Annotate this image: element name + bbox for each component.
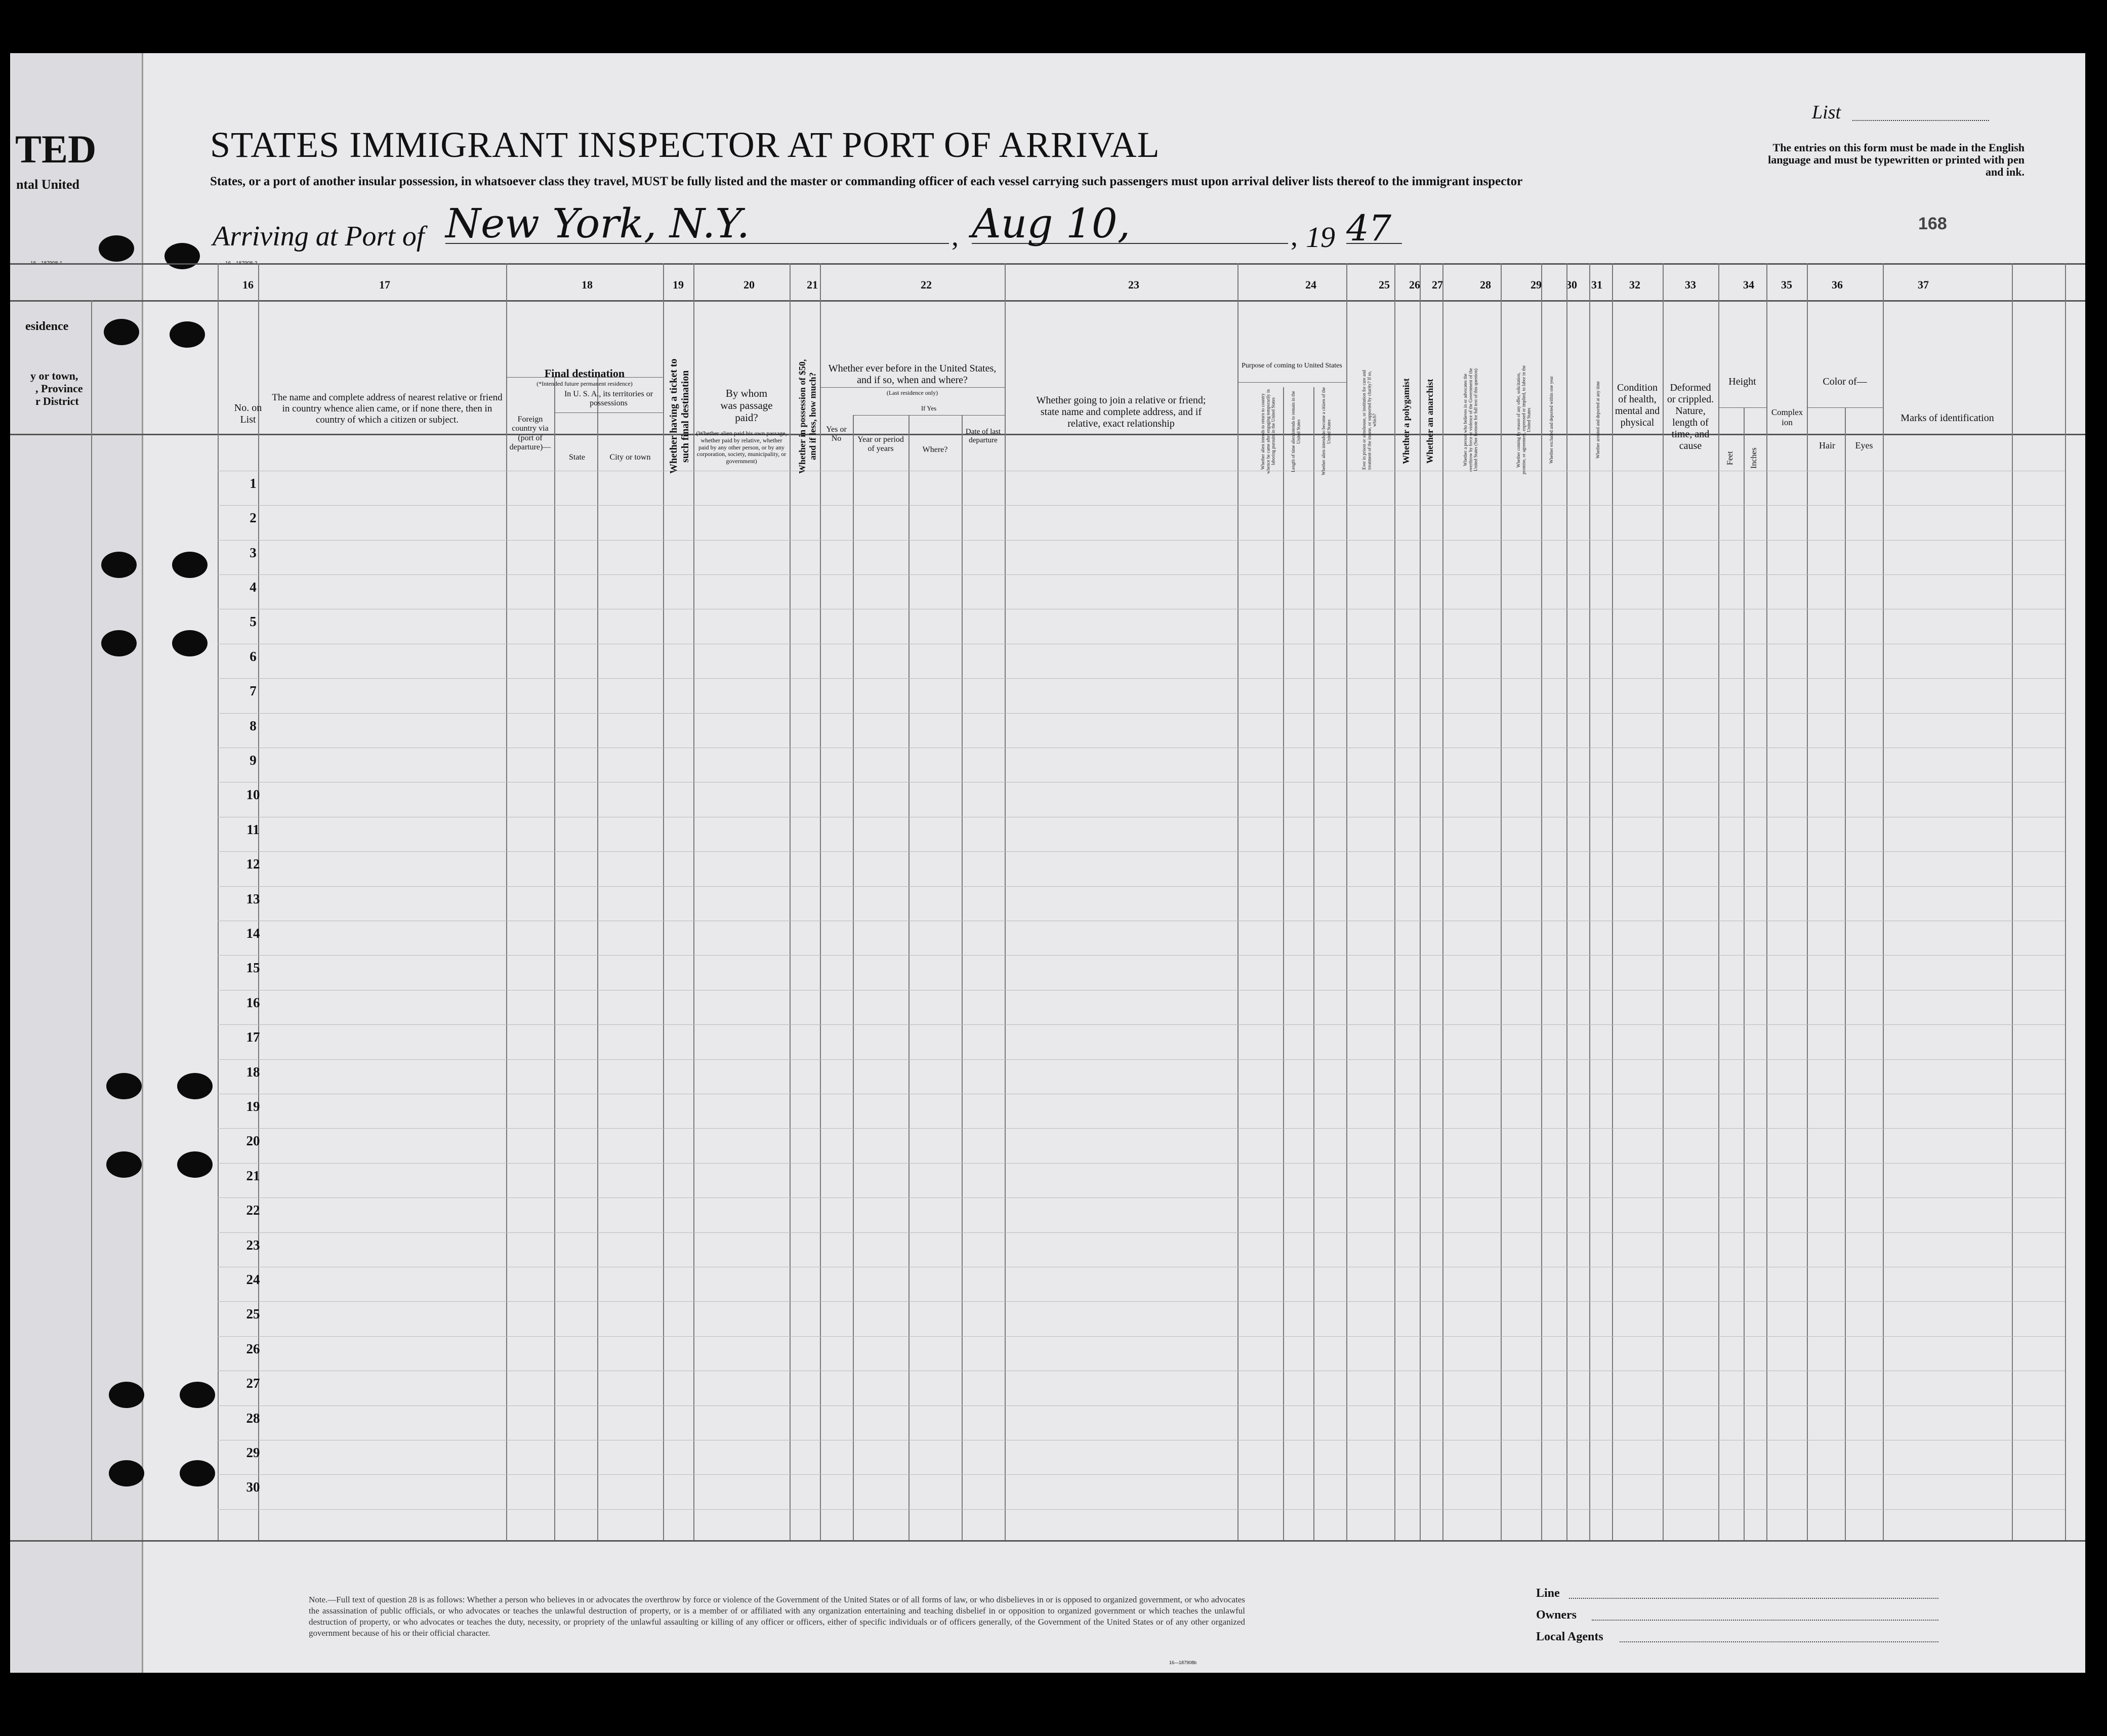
col-num-23: 23 xyxy=(1128,278,1139,291)
col-22-where: Where? xyxy=(922,445,948,454)
column-divider xyxy=(1766,263,1767,1540)
punch-hole xyxy=(106,1151,142,1178)
header-rule xyxy=(10,263,2085,265)
row-line xyxy=(218,505,2065,506)
comma-separator: , xyxy=(952,221,959,252)
row-line xyxy=(218,678,2065,679)
row-line xyxy=(218,1301,2065,1302)
punch-hole xyxy=(177,1151,213,1178)
left-province: , Province xyxy=(35,382,83,395)
row-number: 6 xyxy=(250,649,257,664)
year-prefix: 19 xyxy=(1306,221,1335,254)
col-22-date: Date of last departure xyxy=(965,428,1001,445)
row-number: 12 xyxy=(246,856,260,872)
col-37-header: Marks of identification xyxy=(1901,412,1994,424)
left-page-fold xyxy=(10,53,143,1673)
col-num-24: 24 xyxy=(1305,278,1316,291)
row-number: 23 xyxy=(246,1237,260,1253)
punch-hole xyxy=(109,1382,144,1408)
row-line xyxy=(218,1128,2065,1129)
col-num-33: 33 xyxy=(1685,278,1696,291)
english-language-notice: The entries on this form must be made in the English language and must be typewritten or printed with pen and ink. xyxy=(1768,141,2025,179)
row-number: 30 xyxy=(246,1479,260,1495)
row-number: 3 xyxy=(250,545,257,560)
row-number: 27 xyxy=(246,1376,260,1391)
column-divider xyxy=(853,415,854,1540)
row-number: 8 xyxy=(250,718,257,733)
list-number-line xyxy=(1852,120,1989,121)
row-line xyxy=(218,1232,2065,1233)
col-16-header: No. on List xyxy=(234,402,262,425)
row-line xyxy=(218,886,2065,887)
page-number: 168 xyxy=(1918,214,1947,233)
row-line xyxy=(218,540,2065,541)
line-label: Line xyxy=(1536,1587,1560,1600)
row-number: 21 xyxy=(246,1168,260,1183)
row-number: 28 xyxy=(246,1411,260,1426)
row-line xyxy=(218,1024,2065,1025)
column-divider xyxy=(218,263,219,1540)
col-num-19: 19 xyxy=(673,278,684,291)
column-divider xyxy=(1501,263,1502,1540)
col-num-29: 29 xyxy=(1531,278,1542,291)
col-num-21: 21 xyxy=(807,278,818,291)
table-bottom-rule xyxy=(10,1540,2085,1542)
col-22-header: Whether ever before in the United States, and if so, when and where? xyxy=(828,363,997,386)
col-36-eyes: Eyes xyxy=(1855,440,1873,450)
col-26-header: Whether a polygamist xyxy=(1401,378,1411,465)
punch-hole xyxy=(101,552,137,578)
row-number: 29 xyxy=(246,1445,260,1460)
col-24-return-intent: Whether alien intends to return to country whence he came after engaging temporarily in laboring pursuits in the United States xyxy=(1260,389,1276,474)
column-divider xyxy=(1420,263,1421,1540)
row-line xyxy=(218,1474,2065,1475)
local-agents-field[interactable] xyxy=(1620,1641,1938,1642)
col-19-header: Whether having a ticket to such final destination xyxy=(668,358,691,474)
row-number: 11 xyxy=(246,822,260,837)
col-28-header: Whether a person who believes in or advocates the overthrow by force or violence of the Government of the United States (See footnote for full text of this question) xyxy=(1463,368,1478,472)
col-num-36: 36 xyxy=(1832,278,1843,291)
left-form-code: 16—187908-1 xyxy=(30,261,63,266)
column-divider xyxy=(1346,263,1347,1540)
header-split xyxy=(1807,407,1883,408)
punch-hole xyxy=(170,321,205,348)
column-divider xyxy=(506,263,507,1540)
row-line xyxy=(218,851,2065,852)
left-partial-title: TED xyxy=(15,127,97,171)
row-number: 17 xyxy=(246,1029,260,1045)
form-title: STATES IMMIGRANT INSPECTOR AT PORT OF ARRIVAL xyxy=(210,125,1160,165)
col-24-header: Purpose of coming to United States xyxy=(1242,362,1342,369)
column-divider xyxy=(597,377,598,1540)
row-number: 2 xyxy=(250,510,257,525)
row-number: 15 xyxy=(246,960,260,975)
row-line xyxy=(218,713,2065,714)
col-27-header: Whether an anarchist xyxy=(1425,379,1435,464)
row-number: 10 xyxy=(246,787,260,802)
header-split xyxy=(853,415,1005,416)
col-num-18: 18 xyxy=(582,278,593,291)
port-of-arrival-field[interactable]: New York, N.Y. xyxy=(445,200,949,244)
mid-form-code: 16—187908-2 xyxy=(225,261,258,266)
row-number: 22 xyxy=(246,1203,260,1218)
col-21-header: Whether in possession of $50, and if less, how much? xyxy=(797,359,818,474)
column-divider xyxy=(1663,263,1664,1540)
row-number: 18 xyxy=(246,1064,260,1080)
col-num-28: 28 xyxy=(1480,278,1491,291)
form-subtitle: States, or a port of another insular possession, in whatsoever class they travel, MUST be fully listed and the master or commanding officer of each vessel carrying such passengers must upon arrival deliver lists thereof to the immigrant inspector xyxy=(210,175,1523,188)
column-divider xyxy=(693,263,694,1540)
col-num-22: 22 xyxy=(921,278,932,291)
line-field[interactable] xyxy=(1569,1598,1938,1599)
col-num-34: 34 xyxy=(1743,278,1754,291)
column-divider xyxy=(1566,263,1567,1540)
punch-hole xyxy=(177,1073,213,1099)
list-label: List xyxy=(1812,102,1841,123)
row-number: 9 xyxy=(250,753,257,768)
column-divider xyxy=(1883,263,1884,1540)
col-num-25: 25 xyxy=(1379,278,1390,291)
column-divider xyxy=(1005,263,1006,1540)
column-divider xyxy=(1394,263,1395,1540)
row-number: 24 xyxy=(246,1272,260,1287)
comma-separator: , xyxy=(1291,221,1298,252)
col-num-37: 37 xyxy=(1918,278,1929,291)
column-divider xyxy=(908,415,910,1540)
col-31-header: Whether arrested and deported at any time xyxy=(1595,381,1600,459)
column-divider xyxy=(554,377,555,1540)
col-34-inches: Inches xyxy=(1750,447,1758,469)
column-divider xyxy=(820,263,821,1540)
row-line xyxy=(218,955,2065,956)
column-divider xyxy=(91,300,92,1540)
header-split xyxy=(820,387,1005,388)
arrival-year-field[interactable]: 47 xyxy=(1346,208,1402,244)
column-divider xyxy=(1237,263,1238,1540)
column-divider xyxy=(663,263,664,1540)
row-number: 1 xyxy=(250,476,257,491)
col-18-state: State xyxy=(569,453,585,462)
header-split xyxy=(1718,407,1766,408)
column-divider xyxy=(1283,387,1284,1540)
col-24-citizen-intent: Whether alien intends to become a citizen of the United States xyxy=(1321,387,1332,476)
punch-hole xyxy=(104,319,139,345)
col-18-usa: In U. S. A., its territories or possessions xyxy=(564,390,653,408)
column-divider xyxy=(1442,263,1443,1540)
punch-hole xyxy=(106,1073,142,1099)
row-number: 19 xyxy=(246,1099,260,1114)
column-divider xyxy=(1541,263,1542,1540)
column-divider xyxy=(2012,263,2013,1540)
col-25-header: Ever in prison or almshouse, or institution for care and treatment of the insane, or supported by charity? If so, which? xyxy=(1361,370,1377,470)
punch-hole xyxy=(164,243,200,269)
col-num-31: 31 xyxy=(1591,278,1602,291)
row-line xyxy=(218,1336,2065,1337)
header-split xyxy=(554,412,663,413)
row-line xyxy=(218,574,2065,575)
row-number: 25 xyxy=(246,1306,260,1321)
col-20-subheader: (Whether alien paid his own passage, whether paid by relative, whether paid by any other person, or by any corporation, society, municipality, or government) xyxy=(696,430,787,465)
col-18-foreign-country: Foreign country via (port of departure)— xyxy=(509,415,551,452)
row-line xyxy=(218,1163,2065,1164)
punch-hole xyxy=(172,630,208,656)
column-number-rule xyxy=(10,300,2085,302)
col-num-17: 17 xyxy=(379,278,390,291)
row-number: 20 xyxy=(246,1133,260,1148)
col-24-length-of-stay: Length of time alien intends to remain in the United States xyxy=(1291,391,1301,472)
punch-hole xyxy=(180,1460,215,1486)
punch-hole xyxy=(172,552,208,578)
col-num-27: 27 xyxy=(1432,278,1443,291)
left-city-town: y or town, xyxy=(30,369,78,382)
column-divider xyxy=(1807,263,1808,1540)
col-18-city: City or town xyxy=(609,453,651,462)
col-32-header: Condition of health, mental and physical xyxy=(1615,382,1660,428)
column-divider xyxy=(1313,387,1314,1540)
col-35-header: Complexion xyxy=(1771,407,1803,427)
col-22-yes-no: Yes or No xyxy=(826,425,847,443)
punch-hole xyxy=(99,235,134,262)
column-divider xyxy=(962,415,963,1540)
footer-form-code: 16—187908b xyxy=(1169,1660,1197,1665)
col-22-if-yes: If Yes xyxy=(921,404,937,412)
col-34-feet: Feet xyxy=(1726,451,1734,465)
column-divider xyxy=(790,263,791,1540)
column-divider xyxy=(1612,263,1613,1540)
col-17-header: The name and complete address of nearest relative or friend in country whence alien came, or if none there, then in country of which a citizen or subject. xyxy=(272,392,503,425)
punch-hole xyxy=(101,630,137,656)
col-num-20: 20 xyxy=(743,278,755,291)
row-number: 14 xyxy=(246,926,260,941)
col-22-years: Year or period of years xyxy=(857,435,904,453)
col-20-header: By whom was passage paid? xyxy=(720,387,773,424)
col-33-header: Deformed or crippled. Nature, length of time, and cause xyxy=(1667,382,1714,451)
column-divider xyxy=(1718,263,1719,1540)
col-18-header: Final destination xyxy=(544,367,625,380)
header-bottom-rule xyxy=(10,434,2085,435)
left-partial-subtitle: ntal United xyxy=(16,177,79,192)
row-number: 26 xyxy=(246,1341,260,1356)
left-district: r District xyxy=(35,395,79,407)
row-number: 5 xyxy=(250,614,257,629)
column-divider xyxy=(1589,263,1590,1540)
punch-hole xyxy=(180,1382,215,1408)
left-col-residence: esidence xyxy=(25,320,69,333)
header-split xyxy=(1237,382,1346,383)
col-num-30: 30 xyxy=(1566,278,1577,291)
local-agents-label: Local Agents xyxy=(1536,1630,1603,1643)
arriving-label: Arriving at Port of xyxy=(213,221,425,252)
owners-field[interactable] xyxy=(1592,1620,1938,1621)
row-line xyxy=(218,1509,2065,1510)
row-number: 16 xyxy=(246,995,260,1010)
row-line xyxy=(218,1059,2065,1060)
arrival-date-field[interactable]: Aug 10, xyxy=(972,200,1288,244)
row-number: 4 xyxy=(250,580,257,595)
row-number: 7 xyxy=(250,683,257,698)
column-divider xyxy=(2065,263,2066,1540)
col-34-header: Height xyxy=(1728,376,1756,387)
col-22-subheader: (Last residence only) xyxy=(886,389,938,396)
row-number: 13 xyxy=(246,891,260,906)
col-18-subheader: (*Intended future permanent residence) xyxy=(536,380,633,387)
col-29-header: Whether coming by reason of any offer, solicitation, promise, or agreement, expressed or implied, to labor in the United States xyxy=(1516,365,1532,475)
col-36-header: Color of— xyxy=(1823,376,1867,387)
owners-label: Owners xyxy=(1536,1608,1577,1622)
col-num-26: 26 xyxy=(1409,278,1420,291)
punch-hole xyxy=(109,1460,144,1486)
manifest-sheet xyxy=(10,53,2085,1673)
col-36-hair: Hair xyxy=(1819,440,1835,450)
col-num-35: 35 xyxy=(1781,278,1792,291)
col-num-32: 32 xyxy=(1629,278,1640,291)
row-line xyxy=(218,1197,2065,1198)
footnote-question-28: Note.—Full text of question 28 is as follows: Whether a person who believes in or advocates the overthrow by force or violence of the Government of the United States or of all forms of law, or who disbelieves in or is opposed to organized government, or who advocates the assassination of public officials, or who advocates or teaches the unlawful destruction of property, or is a member of or affiliated with any organization entertaining and teaching disbelief in or opposition to organized government or which teaches the unlawful destruction of property, or who advocates or teaches the duty, necessity, or propriety of the unlawful assaulting or killing of any officer or officers, either of specific individuals or of officers generally, of the Government of the United States or of any other organized government because of his or their official character. xyxy=(309,1595,1245,1638)
col-30-header: Whether excluded and deported within one year xyxy=(1549,376,1554,464)
col-num-16: 16 xyxy=(242,278,254,291)
col-23-header: Whether going to join a relative or friend; state name and complete address, and if relative, exact relationship xyxy=(1036,395,1206,429)
